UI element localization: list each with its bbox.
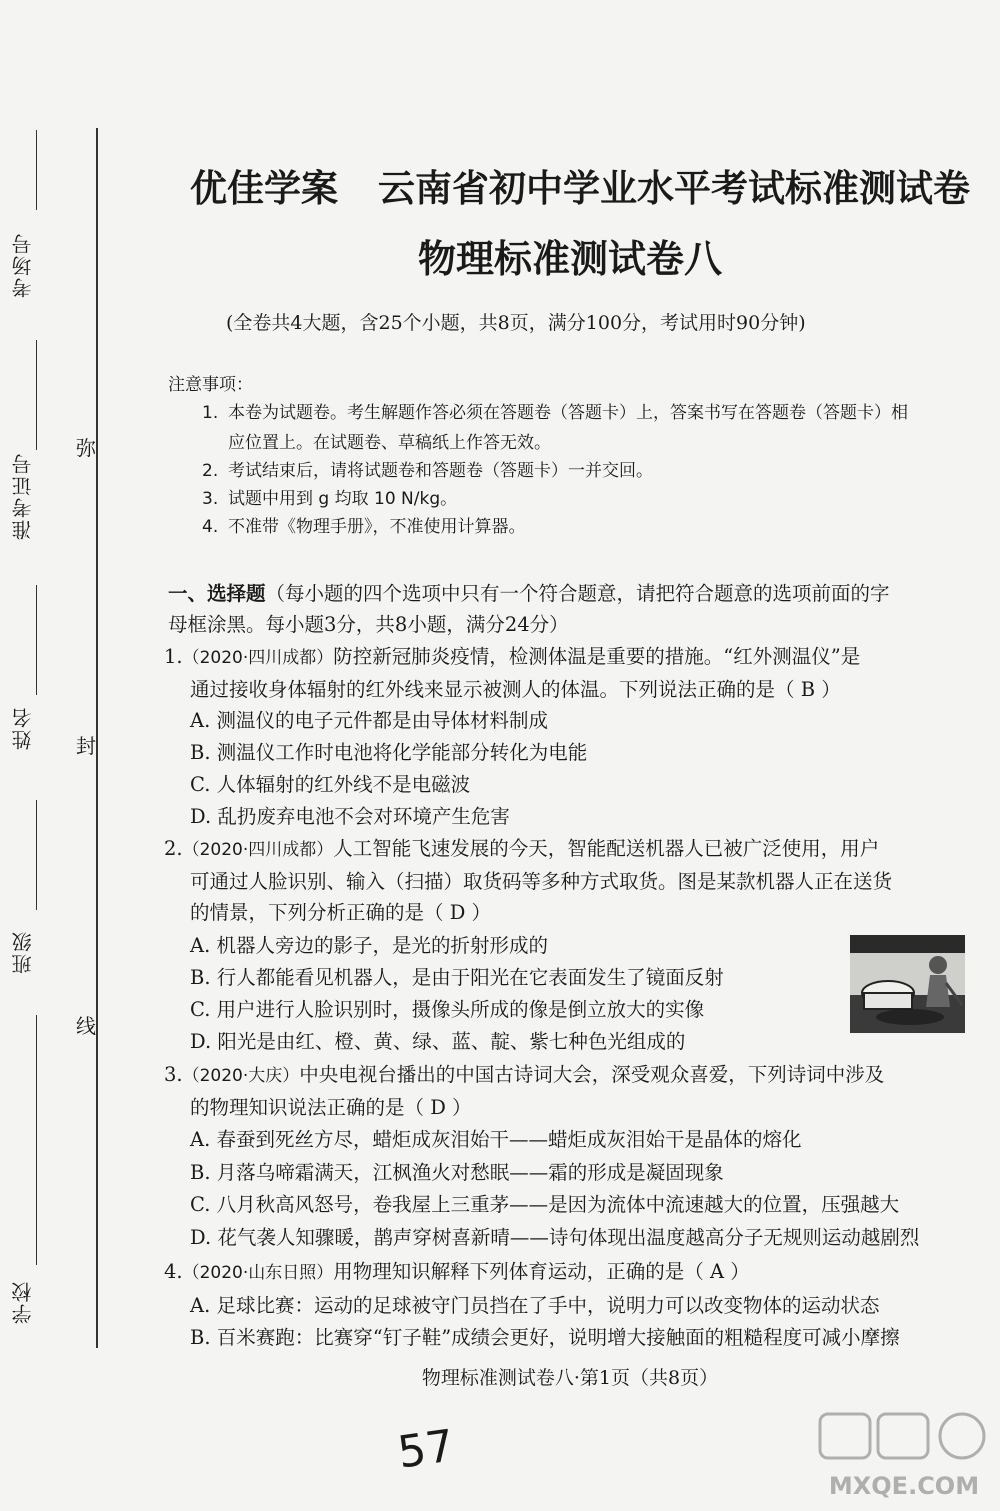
section-desc-cont: 母框涂黑。每小题3分，共8小题，满分24分） — [168, 613, 569, 636]
section-desc: （每小题的四个选项中只有一个符合题意，请把符合题意的选项前面的字 — [265, 582, 890, 605]
question-1-option-a: A. 测温仪的电子元件都是由导体材料制成 — [190, 709, 548, 732]
question-2-option-c: C. 用户进行人脸识别时，摄像头所成的像是倒立放大的实像 — [190, 998, 705, 1021]
question-1-option-b: B. 测温仪工作时电池将化学能部分转化为电能 — [190, 741, 588, 764]
section-heading: 一、选择题 — [168, 582, 266, 605]
question-4-option-a: A. 足球比赛：运动的足球被守门员挡在了手中，说明力可以改变物体的运动状态 — [190, 1294, 880, 1317]
seal-char-xian: 线 — [76, 1014, 96, 1038]
question-3-option-b: B. 月落乌啼霜满天，江枫渔火对愁眠——霜的形成是凝固现象 — [190, 1161, 724, 1184]
question-4-option-b: B. 百米赛跑：比赛穿“钉子鞋”成绩会更好，说明增大接触面的粗糙程度可减小摩擦 — [190, 1326, 900, 1349]
class-blank — [36, 800, 37, 910]
question-2-option-a: A. 机器人旁边的影子，是光的折射形成的 — [190, 934, 548, 957]
note-item: 2. 考试结束后，请将试题卷和答题卷（答题卡）一并交回。 — [202, 461, 653, 481]
question-source: （2020·四川成都） — [182, 648, 334, 668]
watermark-logo — [816, 1408, 992, 1506]
section-choice — [168, 578, 978, 640]
school-label: 学校 — [11, 1280, 35, 1324]
question-2-option-d: D. 阳光是由红、橙、黄、绿、蓝、靛、紫七种色光组成的 — [190, 1030, 686, 1053]
handwritten-page-number: 57 — [394, 1420, 458, 1479]
ticket-label: 准考证号 — [11, 452, 35, 540]
seal-char-mi: 弥 — [76, 436, 96, 460]
question-1-option-d: D. 乱扔废弃电池不会对环境产生危害 — [190, 805, 510, 828]
robot-delivery-photo — [850, 935, 965, 1033]
school-blank — [36, 1015, 37, 1265]
paper-title: 物理标准测试卷八 — [417, 237, 722, 281]
question-1: 1.（2020·四川成都）防控新冠肺炎疫情，检测体温是重要的措施。“红外测温仪”是 通过接收身体辐射的红外线来显示被测人的体温。下列说法正确的是（ B ） — [164, 645, 861, 701]
note-item: 4. 不准带《物理手册》，不准使用计算器。 — [202, 517, 526, 537]
question-2: 2.（2020·四川成都）人工智能飞速发展的今天，智能配送机器人已被广泛使用，用户 可通过人脸识别、输入（扫描）取货码等多种方式取货。图是某款机器人正在送货 的情景，下列分析正确的是（ D ） — [164, 837, 893, 924]
question-source: （2020·山东日照） — [182, 1263, 334, 1283]
class-label: 班级 — [11, 930, 35, 974]
question-3-option-a: A. 春蚕到死丝方尽，蜡炬成灰泪始干——蜡炬成灰泪始干是晶体的熔化 — [190, 1128, 802, 1151]
seal-char-feng: 封 — [76, 734, 96, 758]
binding-line — [96, 128, 98, 1348]
question-1-option-c: C. 人体辐射的红外线不是电磁波 — [190, 773, 471, 796]
page-footer: 物理标准测试卷八·第1页（共8页） — [421, 1367, 719, 1389]
question-source: （2020·四川成都） — [182, 840, 334, 860]
exam-room-blank — [36, 130, 37, 210]
question-source: （2020·大庆） — [182, 1066, 300, 1086]
note-item: 3. 试题中用到 g 均取 10 N/kg。 — [202, 489, 458, 509]
exam-room-label: 考场号 — [11, 232, 35, 298]
name-blank — [36, 585, 37, 695]
svg-text:MXQE.COM: MXQE.COM — [828, 1472, 980, 1500]
series-title — [190, 158, 970, 212]
notes-title: 注意事项： — [168, 375, 253, 395]
series-name: 云南省初中学业水平考试标准测试卷 — [378, 167, 970, 210]
question-3-option-d: D. 花气袭人知骤暖，鹊声穿树喜新晴——诗句体现出温度越高分子无规则运动越剧烈 — [190, 1226, 920, 1249]
question-3-option-c: C. 八月秋高风怒号，卷我屋上三重茅——是因为流体中流速越大的位置，压强越大 — [190, 1193, 900, 1216]
question-3: 3.（2020·大庆）中央电视台播出的中国古诗词大会，深受观众喜爱，下列诗词中涉及 的物理知识说法正确的是（ D ） — [164, 1063, 885, 1119]
name-label: 姓名 — [11, 706, 35, 750]
note-item: 1. 本卷为试题卷。考生解题作答必须在答题卷（答题卡）上，答案书写在答题卷（答题卡）相 应位置上。在试题卷、草稿纸上作答无效。 — [202, 403, 908, 453]
ticket-blank — [36, 340, 37, 450]
brand-name: 优佳学案 — [190, 167, 338, 210]
question-2-option-b: B. 行人都能看见机器人，是由于阳光在它表面发生了镜面反射 — [190, 966, 724, 989]
question-4: 4.（2020·山东日照）用物理知识解释下列体育运动，正确的是（ A ） — [164, 1260, 750, 1283]
paper-subtitle: (全卷共4大题，含25个小题，共8页，满分100分，考试用时90分钟) — [226, 312, 806, 334]
